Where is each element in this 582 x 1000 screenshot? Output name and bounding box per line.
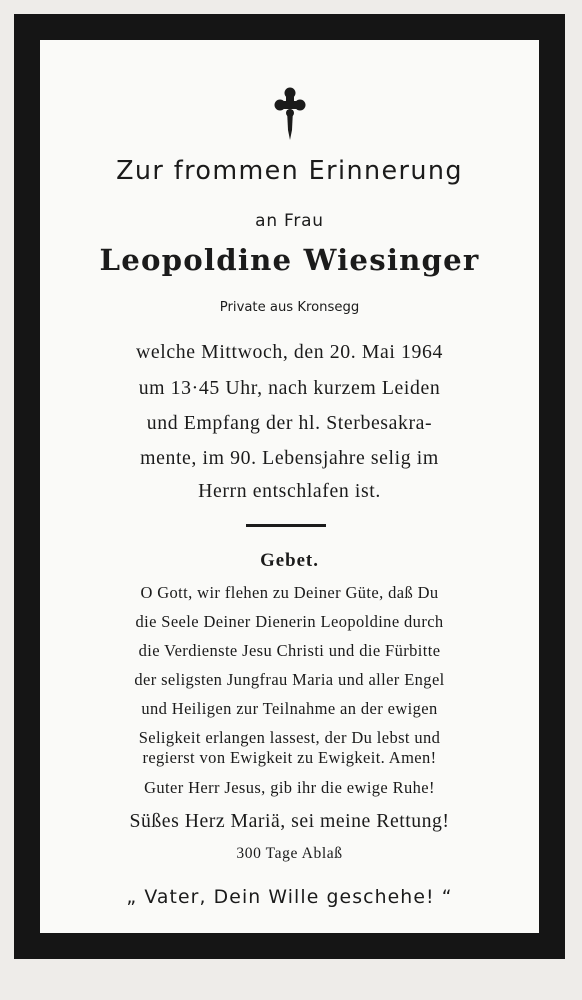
body-line: um 13·45 Uhr, nach kurzem Leiden: [138, 377, 441, 399]
body-line: und Empfang der hl. Sterbesakra-: [146, 412, 433, 434]
indulgence-line: 300 Tage Ablaß: [236, 845, 343, 862]
body-line: welche Mittwoch, den 20. Mai 1964: [136, 341, 443, 363]
card-inner-panel: [40, 40, 539, 933]
cross-icon: [40, 84, 539, 142]
prayer-line: und Heiligen zur Teilnahme an der ewigen: [141, 699, 438, 718]
prayer-line: die Verdienste Jesu Christi und die Fürbitte: [138, 641, 441, 660]
body-line: Herrn entschlafen ist.: [198, 480, 381, 502]
prayer-line: O Gott, wir flehen zu Deiner Güte, daß Du: [140, 583, 439, 602]
card-subtitle: an Frau: [255, 210, 324, 230]
prayer-line: die Seele Deiner Dienerin Leopoldine durch: [135, 612, 444, 631]
prayer-line: regierst von Ewigkeit zu Ewigkeit. Amen!: [142, 748, 437, 767]
closing-quote: „ Vater, Dein Wille geschehe! “: [126, 887, 453, 908]
prayer-line: der seligsten Jungfrau Maria und aller Engel: [134, 670, 445, 689]
prayer-title: Gebet.: [260, 550, 319, 571]
exclamation-line: Süßes Herz Mariä, sei meine Rettung!: [129, 810, 450, 832]
deceased-description: Private aus Kronsegg: [219, 300, 360, 315]
memorial-card: [14, 14, 565, 959]
deceased-name: Leopoldine Wiesinger: [99, 243, 480, 277]
prayer-line: Guter Herr Jesus, gib ihr die ewige Ruhe!: [144, 778, 435, 797]
card-title: Zur frommen Erinnerung: [116, 155, 463, 185]
section-divider: [246, 524, 326, 527]
body-line: mente, im 90. Lebensjahre selig im: [140, 447, 439, 469]
prayer-line: Seligkeit erlangen lassest, der Du lebst und: [138, 728, 441, 747]
